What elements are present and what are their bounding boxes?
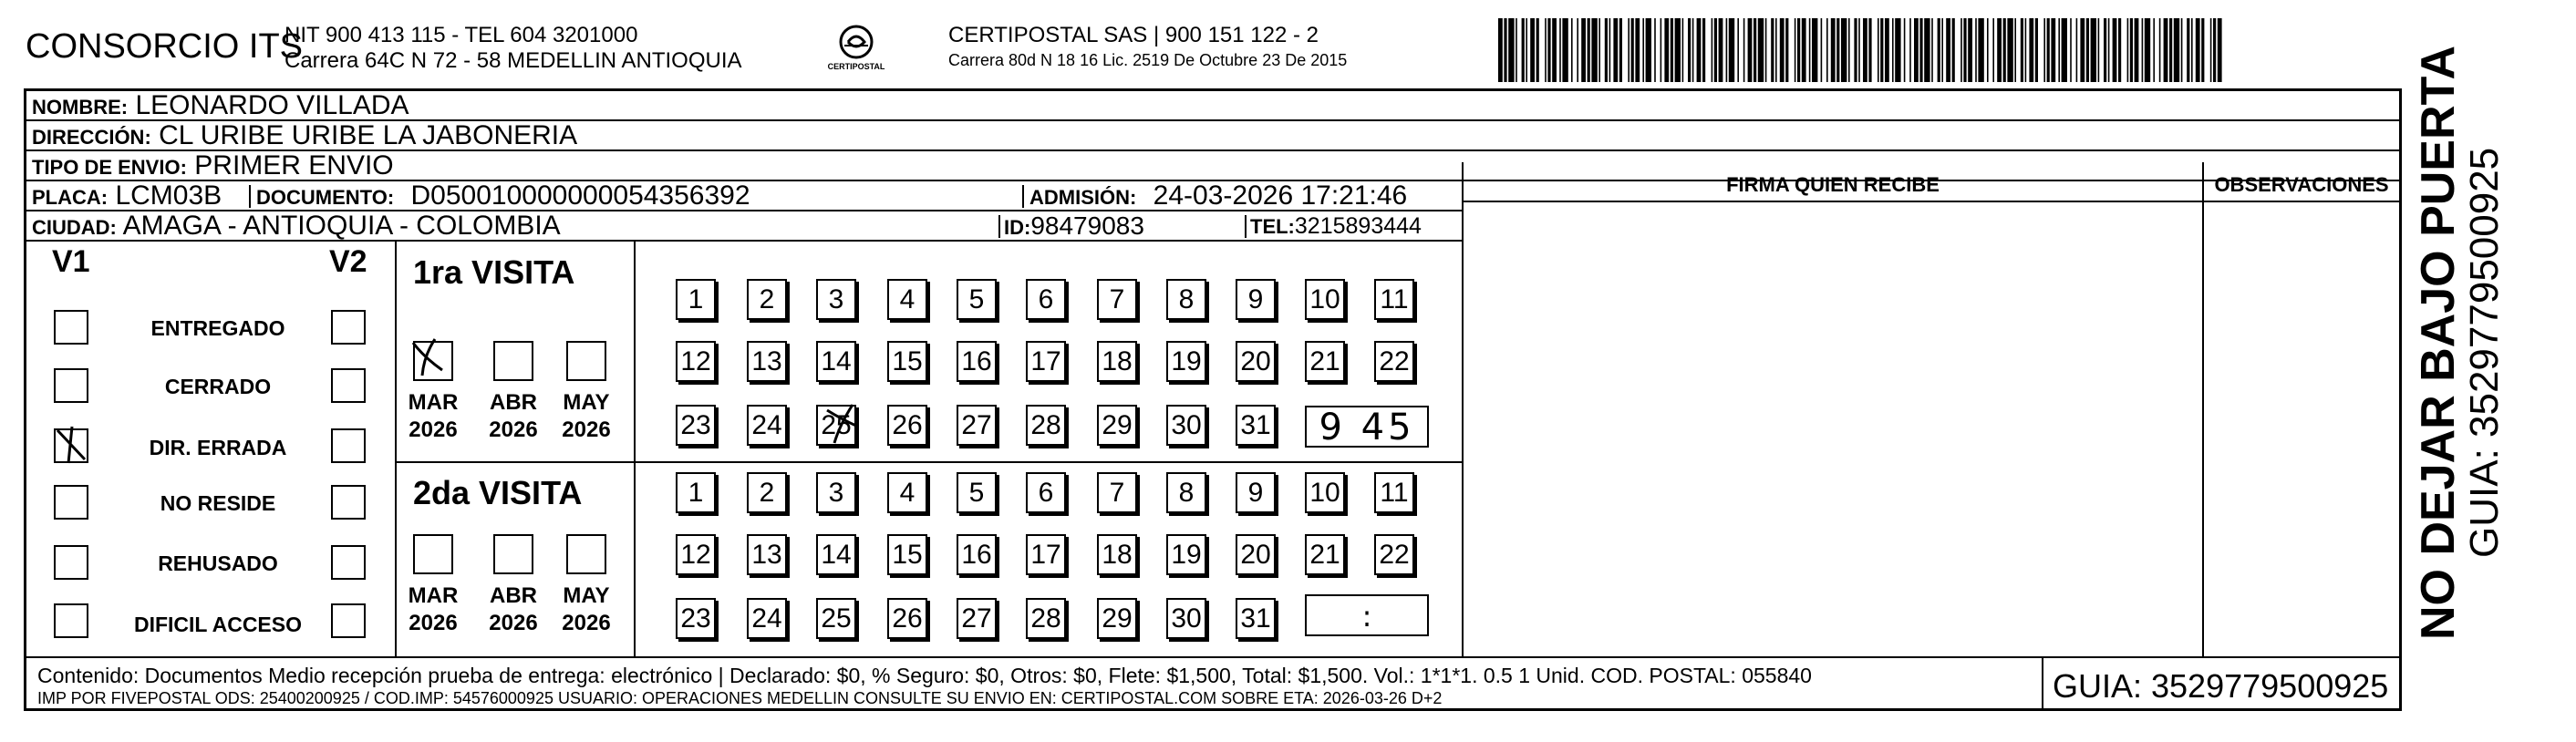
- first-visit-label: 1ra VISITA: [413, 253, 575, 291]
- first-visit-day-box[interactable]: 16: [957, 341, 997, 382]
- first-visit-day-box[interactable]: 13: [747, 341, 787, 382]
- second-visit-day-box[interactable]: 6: [1026, 472, 1066, 513]
- first-visit-month-mar-box[interactable]: [413, 341, 453, 381]
- second-visit-day-box[interactable]: 9: [1236, 472, 1276, 513]
- v1-dir-errada-checkbox[interactable]: [54, 428, 88, 463]
- tel-separator: [1245, 215, 1247, 238]
- observaciones-label: OBSERVACIONES: [2214, 173, 2389, 196]
- second-visit-day-box[interactable]: 17: [1026, 534, 1066, 575]
- second-visit-day-box[interactable]: 31: [1236, 598, 1276, 639]
- first-visit-day-box[interactable]: 19: [1166, 341, 1206, 382]
- firma-label: FIRMA QUIEN RECIBE: [1726, 173, 1940, 196]
- direccion-value: CL URIBE URIBE LA JABONERIA: [159, 120, 578, 150]
- delivery-form: [24, 88, 2402, 711]
- company-nit: NIT 900 413 115 - TEL 604 3201000: [284, 23, 638, 47]
- first-visit-month-mar: MAR: [408, 390, 459, 415]
- status-dir-errada: DIR. ERRADA: [149, 436, 287, 459]
- first-visit-year-may: 2026: [562, 417, 611, 442]
- status-entregado: ENTREGADO: [150, 316, 285, 340]
- admision-field: [1029, 181, 1407, 212]
- ciudad-label: CIUDAD:: [32, 216, 117, 239]
- second-visit-day-box[interactable]: 13: [747, 534, 787, 575]
- first-visit-day-box[interactable]: 3: [816, 279, 856, 320]
- second-visit-time-placeholder: :: [1361, 599, 1372, 634]
- second-visit-year-may: 2026: [562, 611, 611, 635]
- second-visit-day-box[interactable]: 11: [1374, 472, 1414, 513]
- second-visit-year-mar: 2026: [409, 611, 458, 635]
- placa-value: LCM03B: [115, 180, 222, 211]
- footer-guia: GUIA: 3529779500925: [2053, 667, 2389, 705]
- handwritten-mark-icon: [52, 425, 92, 465]
- status-divider: [395, 242, 397, 656]
- documento-field: [256, 181, 750, 212]
- first-visit-day-box[interactable]: 30: [1166, 405, 1206, 446]
- direccion-label: DIRECCIÓN:: [32, 126, 151, 149]
- second-visit-day-box[interactable]: 12: [676, 534, 716, 575]
- company-name: CONSORCIO ITS: [26, 27, 304, 66]
- company-address: Carrera 64C N 72 - 58 MEDELLIN ANTIOQUIA: [284, 48, 742, 73]
- id-value: 98479083: [1030, 211, 1144, 240]
- row-nombre: [26, 91, 2399, 121]
- admision-separator: [1022, 185, 1024, 208]
- first-visit-day-box[interactable]: 9: [1236, 279, 1276, 320]
- handwritten-mark-icon: [406, 334, 453, 381]
- v1-header: V1: [52, 244, 90, 279]
- second-visit-day-box[interactable]: 4: [887, 472, 927, 513]
- placa-separator: [249, 185, 251, 208]
- first-visit-day-box[interactable]: 26: [887, 405, 927, 446]
- second-visit-day-box[interactable]: 10: [1305, 472, 1345, 513]
- second-visit-month-mar: MAR: [408, 583, 459, 608]
- second-visit-day-box[interactable]: 5: [957, 472, 997, 513]
- v1-entregado-checkbox[interactable]: [54, 310, 88, 345]
- v2-entregado-checkbox[interactable]: [331, 310, 366, 345]
- first-visit-day-box[interactable]: 23: [676, 405, 716, 446]
- second-visit-day-box[interactable]: 1: [676, 472, 716, 513]
- status-no-reside: NO RESIDE: [160, 491, 276, 515]
- first-visit-day-box[interactable]: 7: [1097, 279, 1137, 320]
- footer-content: Contenido: Documentos Medio recepción prueba de entrega: electrónico | Declarado: $0, % Seguro: $0, Otros: $0, Flete: $1,500, Total: $1,500. Vol.: 1*1*1. 0.5 1 Unid. COD. POSTAL: 055840: [37, 664, 1812, 687]
- ciudad-value: AMAGA - ANTIOQUIA - COLOMBIA: [122, 211, 561, 241]
- first-visit-day-box[interactable]: 1: [676, 279, 716, 320]
- second-visit-day-box[interactable]: 16: [957, 534, 997, 575]
- carrier-name: CERTIPOSTAL SAS | 900 151 122 - 2: [948, 23, 1319, 47]
- row-direccion: [26, 121, 2399, 151]
- logo-text: CERTIPOSTAL: [827, 62, 885, 71]
- first-visit-year-mar: 2026: [409, 417, 458, 442]
- v2-no-reside-checkbox[interactable]: [331, 485, 366, 520]
- second-visit-day-box[interactable]: 21: [1305, 534, 1345, 575]
- second-visit-day-box[interactable]: 3: [816, 472, 856, 513]
- documento-value: D050010000000054356392: [410, 180, 750, 211]
- second-visit-day-box[interactable]: 30: [1166, 598, 1206, 639]
- second-visit-day-box[interactable]: 14: [816, 534, 856, 575]
- tel-label: TEL:: [1250, 215, 1295, 238]
- second-visit-day-box[interactable]: 7: [1097, 472, 1137, 513]
- admision-label: ADMISIÓN:: [1029, 186, 1137, 209]
- firma-header-line: [1462, 201, 2399, 202]
- side-guia: GUIA: 3529779500925: [2462, 147, 2507, 558]
- v2-dir-errada-checkbox[interactable]: [331, 428, 366, 463]
- first-visit-month-abr: ABR: [490, 390, 537, 415]
- first-visit-day-box[interactable]: 17: [1026, 341, 1066, 382]
- second-visit-day-box[interactable]: 15: [887, 534, 927, 575]
- placa-label: PLACA:: [32, 186, 109, 209]
- tipo-envio-value: PRIMER ENVIO: [194, 150, 394, 180]
- second-visit-day-box[interactable]: 8: [1166, 472, 1206, 513]
- first-visit-day-box[interactable]: 20: [1236, 341, 1276, 382]
- status-rehusado: REHUSADO: [158, 551, 278, 575]
- second-visit-day-box[interactable]: 2: [747, 472, 787, 513]
- first-visit-time-box[interactable]: [1305, 406, 1429, 448]
- second-visit-day-box[interactable]: 20: [1236, 534, 1276, 575]
- v1-rehusado-checkbox[interactable]: [54, 545, 88, 580]
- first-visit-day-box[interactable]: 14: [816, 341, 856, 382]
- second-visit-time-box[interactable]: [1305, 594, 1429, 636]
- second-visit-day-box[interactable]: 29: [1097, 598, 1137, 639]
- first-visit-year-abr: 2026: [489, 417, 538, 442]
- v1-dificil-acceso-checkbox[interactable]: [54, 603, 88, 638]
- visit-split-line: [395, 461, 1462, 463]
- v2-dificil-acceso-checkbox[interactable]: [331, 603, 366, 638]
- first-visit-time-handwritten: 9 45: [1319, 407, 1415, 448]
- first-visit-day-box[interactable]: 24: [747, 405, 787, 446]
- second-visit-day-box[interactable]: 26: [887, 598, 927, 639]
- second-visit-day-box[interactable]: 18: [1097, 534, 1137, 575]
- first-visit-month-abr-box[interactable]: [493, 341, 533, 381]
- first-visit-day-box[interactable]: 2: [747, 279, 787, 320]
- second-visit-day-box[interactable]: 22: [1374, 534, 1414, 575]
- firma-left-border: [1462, 162, 1464, 656]
- first-visit-day-box[interactable]: 11: [1374, 279, 1414, 320]
- v2-header: V2: [329, 244, 367, 279]
- second-visit-day-box[interactable]: 28: [1026, 598, 1066, 639]
- second-visit-day-box[interactable]: 19: [1166, 534, 1206, 575]
- first-visit-day-box[interactable]: 22: [1374, 341, 1414, 382]
- second-visit-month-may-box[interactable]: [566, 534, 606, 574]
- v1-no-reside-checkbox[interactable]: [54, 485, 88, 520]
- second-visit-month-abr-box[interactable]: [493, 534, 533, 574]
- second-visit-day-box[interactable]: 25: [816, 598, 856, 639]
- first-visit-day-box[interactable]: 6: [1026, 279, 1066, 320]
- nombre-label: NOMBRE:: [32, 96, 129, 119]
- first-visit-day-box[interactable]: 4: [887, 279, 927, 320]
- first-visit-day-box[interactable]: 5: [957, 279, 997, 320]
- tel-value: 3215893444: [1294, 213, 1422, 239]
- status-dificil-acceso: DIFICIL ACCESO: [133, 613, 302, 636]
- carrier-address: Carrera 80d N 18 16 Lic. 2519 De Octubre 23 De 2015: [948, 51, 1348, 69]
- visit-divider: [634, 242, 636, 656]
- first-visit-day-box[interactable]: 31: [1236, 405, 1276, 446]
- second-visit-label: 2da VISITA: [413, 474, 583, 511]
- tel-field: [1250, 211, 1422, 242]
- id-label: ID:: [1004, 216, 1031, 239]
- documento-label: DOCUMENTO:: [256, 186, 395, 209]
- first-visit-day-box[interactable]: 8: [1166, 279, 1206, 320]
- second-visit-month-may: MAY: [563, 583, 610, 608]
- first-visit-day-box[interactable]: 27: [957, 405, 997, 446]
- status-cerrado: CERRADO: [164, 375, 272, 398]
- first-visit-day-box[interactable]: 15: [887, 341, 927, 382]
- no-dejar-bajo-puerta-notice: NO DEJAR BAJO PUERTA: [2412, 45, 2465, 640]
- first-visit-day-box[interactable]: 18: [1097, 341, 1137, 382]
- id-field: [1004, 211, 1144, 242]
- first-visit-day-box[interactable]: 12: [676, 341, 716, 382]
- v1-cerrado-checkbox[interactable]: [54, 368, 88, 403]
- sheet-right-inner: [2399, 88, 2401, 658]
- first-visit-month-may: MAY: [563, 390, 610, 415]
- handwritten-mark-icon: [818, 399, 869, 450]
- second-visit-day-box[interactable]: 27: [957, 598, 997, 639]
- nombre-value: LEONARDO VILLADA: [135, 90, 409, 120]
- barcode: [1498, 18, 2224, 82]
- first-visit-day-box[interactable]: 29: [1097, 405, 1137, 446]
- admision-value: 24-03-2026 17:21:46: [1153, 180, 1408, 211]
- first-visit-day-box[interactable]: 21: [1305, 341, 1345, 382]
- second-visit-day-box[interactable]: 24: [747, 598, 787, 639]
- tipo-envio-label: TIPO DE ENVIO:: [32, 156, 187, 179]
- second-visit-month-abr: ABR: [490, 583, 537, 608]
- footer-print-info: IMP POR FIVEPOSTAL ODS: 25400200925 / COD.IMP: 54576000925 USUARIO: OPERACIONES MEDELLIN CONSULTE SU ENVIO EN: CERTIPOSTAL.COM SOBRE ETA: 2026-03-26 D+2: [37, 689, 1443, 707]
- first-visit-month-may-box[interactable]: [566, 341, 606, 381]
- second-visit-day-box[interactable]: 23: [676, 598, 716, 639]
- footer-guia-border: [2042, 656, 2043, 711]
- first-visit-day-box[interactable]: 10: [1305, 279, 1345, 320]
- v2-cerrado-checkbox[interactable]: [331, 368, 366, 403]
- second-visit-year-abr: 2026: [489, 611, 538, 635]
- observaciones-border: [2202, 162, 2204, 656]
- v2-rehusado-checkbox[interactable]: [331, 545, 366, 580]
- first-visit-day-box[interactable]: 25: [816, 405, 856, 446]
- id-separator: [998, 215, 1000, 238]
- first-visit-day-box[interactable]: 28: [1026, 405, 1066, 446]
- second-visit-month-mar-box[interactable]: [413, 534, 453, 574]
